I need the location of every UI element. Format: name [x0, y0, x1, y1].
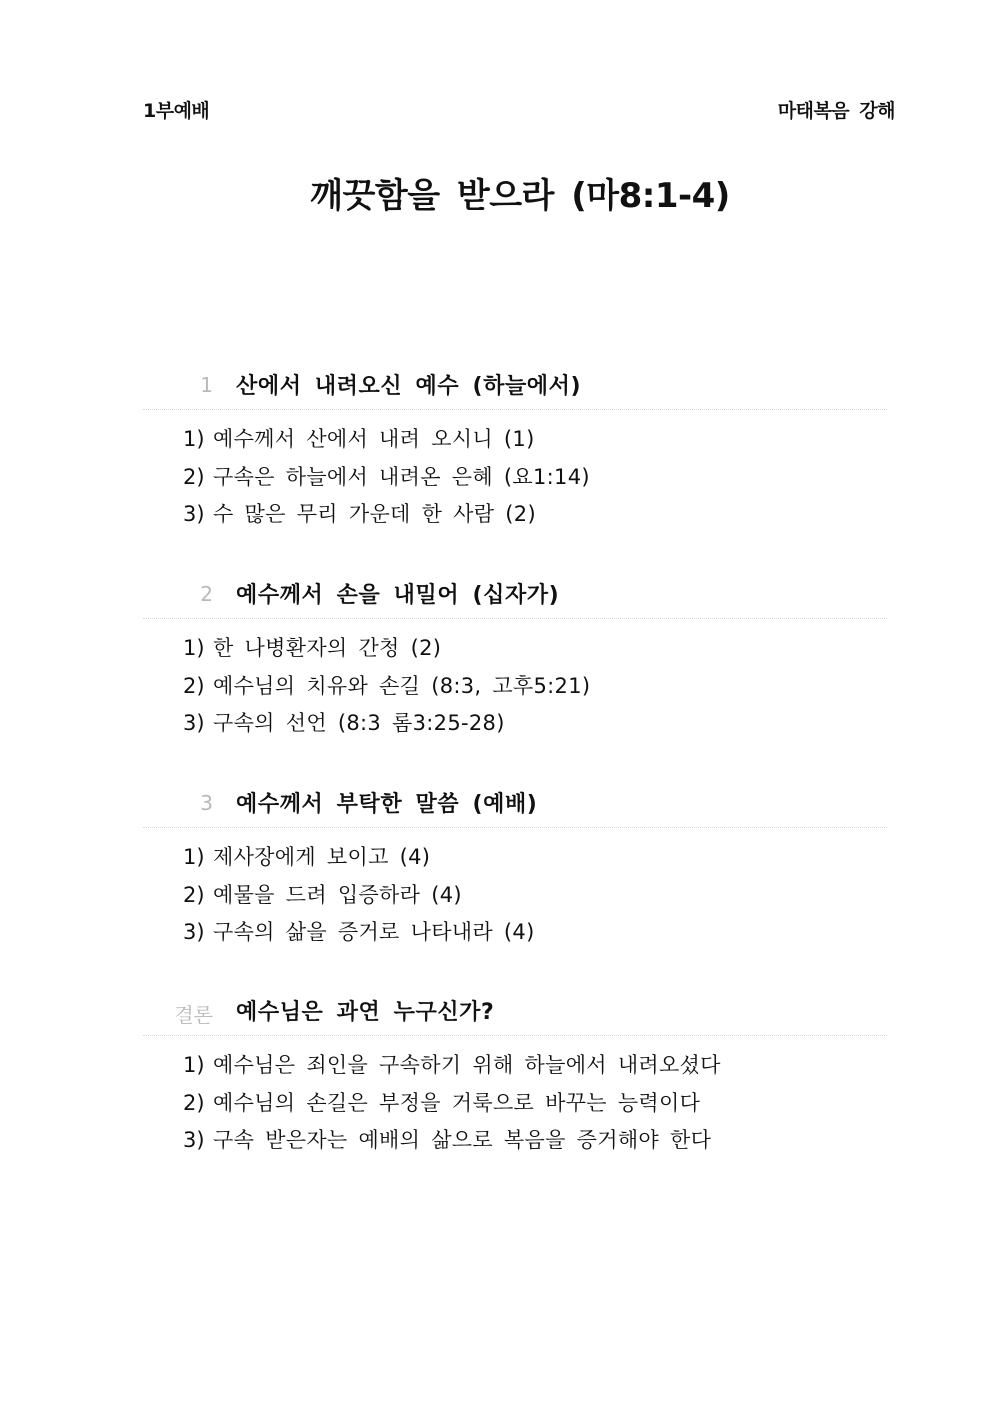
point-list: [183, 1049, 721, 1162]
section-header: [0, 578, 996, 612]
point-list: [183, 632, 590, 745]
point-list: [183, 841, 535, 954]
item-number: 2): [183, 1090, 205, 1115]
section-header: [0, 995, 996, 1029]
item-text: 제사장에게 보이고 (4): [213, 845, 431, 869]
section-heading: 예수께서 손을 내밀어 (십자가): [236, 583, 560, 608]
item-text: 예수님의 치유와 손길 (8:3, 고후5:21): [213, 673, 591, 698]
section-number: 1: [200, 373, 213, 397]
list-item: [183, 841, 535, 879]
section-number: 2: [200, 582, 213, 606]
list-item: [183, 632, 590, 670]
item-number: 2): [183, 882, 205, 907]
item-number: 1): [183, 1053, 205, 1077]
item-number: 3): [183, 502, 205, 526]
section-number: 3: [200, 791, 213, 815]
section-divider: [143, 1035, 887, 1036]
item-number: 2): [183, 673, 205, 698]
item-text: 구속의 선언 (8:3 롬3:25-28): [213, 711, 505, 735]
item-number: 3): [183, 1128, 205, 1152]
list-item: [183, 916, 535, 954]
item-number: 2): [183, 464, 205, 489]
list-item: [183, 879, 535, 917]
item-text: 예물을 드려 입증하라 (4): [213, 882, 462, 907]
list-item: [183, 461, 590, 499]
list-item: [183, 1124, 721, 1162]
item-text: 구속의 삶을 증거로 나타내라 (4): [213, 920, 535, 944]
item-text: 수 많은 무리 가운데 한 사람 (2): [213, 502, 536, 526]
item-number: 1): [183, 636, 205, 660]
item-number: 1): [183, 427, 205, 451]
list-item: [183, 670, 590, 708]
section-heading: 예수님은 과연 누구신가?: [236, 1000, 495, 1025]
section-heading: 산에서 내려오신 예수 (하늘에서): [236, 374, 582, 399]
section-number: 결론: [174, 1003, 213, 1027]
section-divider: [143, 827, 887, 828]
item-text: 예수님의 손길은 부정을 거룩으로 바꾸는 능력이다: [213, 1090, 701, 1115]
section-header: [0, 787, 996, 821]
series-label: 마태복음 강해: [777, 100, 895, 122]
section-divider: [143, 618, 887, 619]
item-text: 예수께서 산에서 내려 오시니 (1): [213, 427, 535, 451]
service-label: 1부예배: [143, 100, 210, 122]
item-number: 3): [183, 920, 205, 944]
item-text: 예수님은 죄인을 구속하기 위해 하늘에서 내려오셨다: [213, 1053, 721, 1077]
list-item: [183, 1087, 721, 1125]
list-item: [183, 423, 590, 461]
sermon-title: 깨끗함을 받으라 (마8:1-4): [310, 176, 730, 216]
item-text: 구속은 하늘에서 내려온 은혜 (요1:14): [213, 464, 590, 489]
list-item: [183, 707, 590, 745]
list-item: [183, 498, 590, 536]
point-list: [183, 423, 590, 536]
item-number: 3): [183, 711, 205, 735]
item-number: 1): [183, 845, 205, 869]
list-item: [183, 1049, 721, 1087]
section-divider: [143, 409, 887, 410]
item-text: 한 나병환자의 간청 (2): [213, 636, 442, 660]
item-text: 구속 받은자는 예배의 삶으로 복음을 증거해야 한다: [213, 1128, 712, 1152]
section-header: [0, 369, 996, 403]
section-heading: 예수께서 부탁한 말씀 (예배): [236, 792, 538, 817]
